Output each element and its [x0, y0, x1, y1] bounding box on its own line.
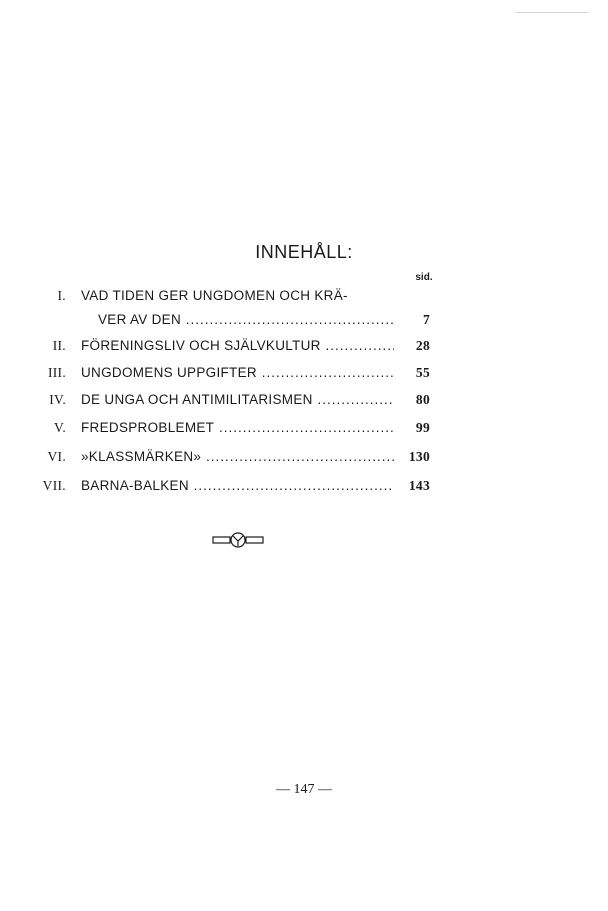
toc-entry — [40, 420, 430, 442]
toc-entry — [40, 365, 430, 387]
toc-title: DE UNGA OCH ANTIMILITARISMEN ..... — [81, 392, 394, 407]
toc-page-number: 80 — [415, 392, 430, 407]
toc-page-number: 99 — [415, 420, 430, 435]
toc-entry — [40, 392, 430, 414]
toc-title: »KLASSMÄRKEN» ..... — [81, 449, 394, 464]
toc-page-number: 28 — [415, 338, 430, 353]
toc-entry — [40, 449, 430, 471]
toc-title: FÖRENINGSLIV OCH SJÄLVKULTUR ..... — [81, 338, 394, 353]
toc-number: VII. — [42, 478, 66, 493]
toc-page-number: 143 — [408, 478, 430, 493]
toc-title: VAD TIDEN GER UNGDOMEN OCH KRÄ- — [81, 288, 348, 303]
toc-page-number: 7 — [422, 312, 430, 327]
toc-entry — [40, 338, 430, 360]
toc-title: UNGDOMENS UPPGIFTER ..... — [81, 365, 394, 380]
page-number-footer: — 147 — — [276, 782, 332, 797]
toc-number: I. — [57, 288, 66, 303]
toc-entry — [40, 478, 430, 500]
toc-number: VI. — [47, 449, 66, 464]
toc-title-continuation: VER AV DEN ..... — [98, 312, 394, 327]
toc-title: BARNA-BALKEN ..... — [81, 478, 394, 493]
page-title: INNEHÅLL: — [255, 242, 353, 262]
toc-number: III. — [47, 365, 66, 380]
toc-page-number: 130 — [408, 449, 430, 464]
toc-number: IV. — [49, 392, 66, 407]
toc-number: V. — [54, 420, 66, 435]
page-column-label: sid. — [415, 272, 433, 283]
toc-entry — [40, 288, 430, 336]
scan-artifact — [516, 12, 588, 13]
toc-page-number: 55 — [415, 365, 430, 380]
toc-number: II. — [52, 338, 66, 353]
toc-title: FREDSPROBLEMET ..... — [81, 420, 394, 435]
ornament-icon — [212, 532, 264, 548]
